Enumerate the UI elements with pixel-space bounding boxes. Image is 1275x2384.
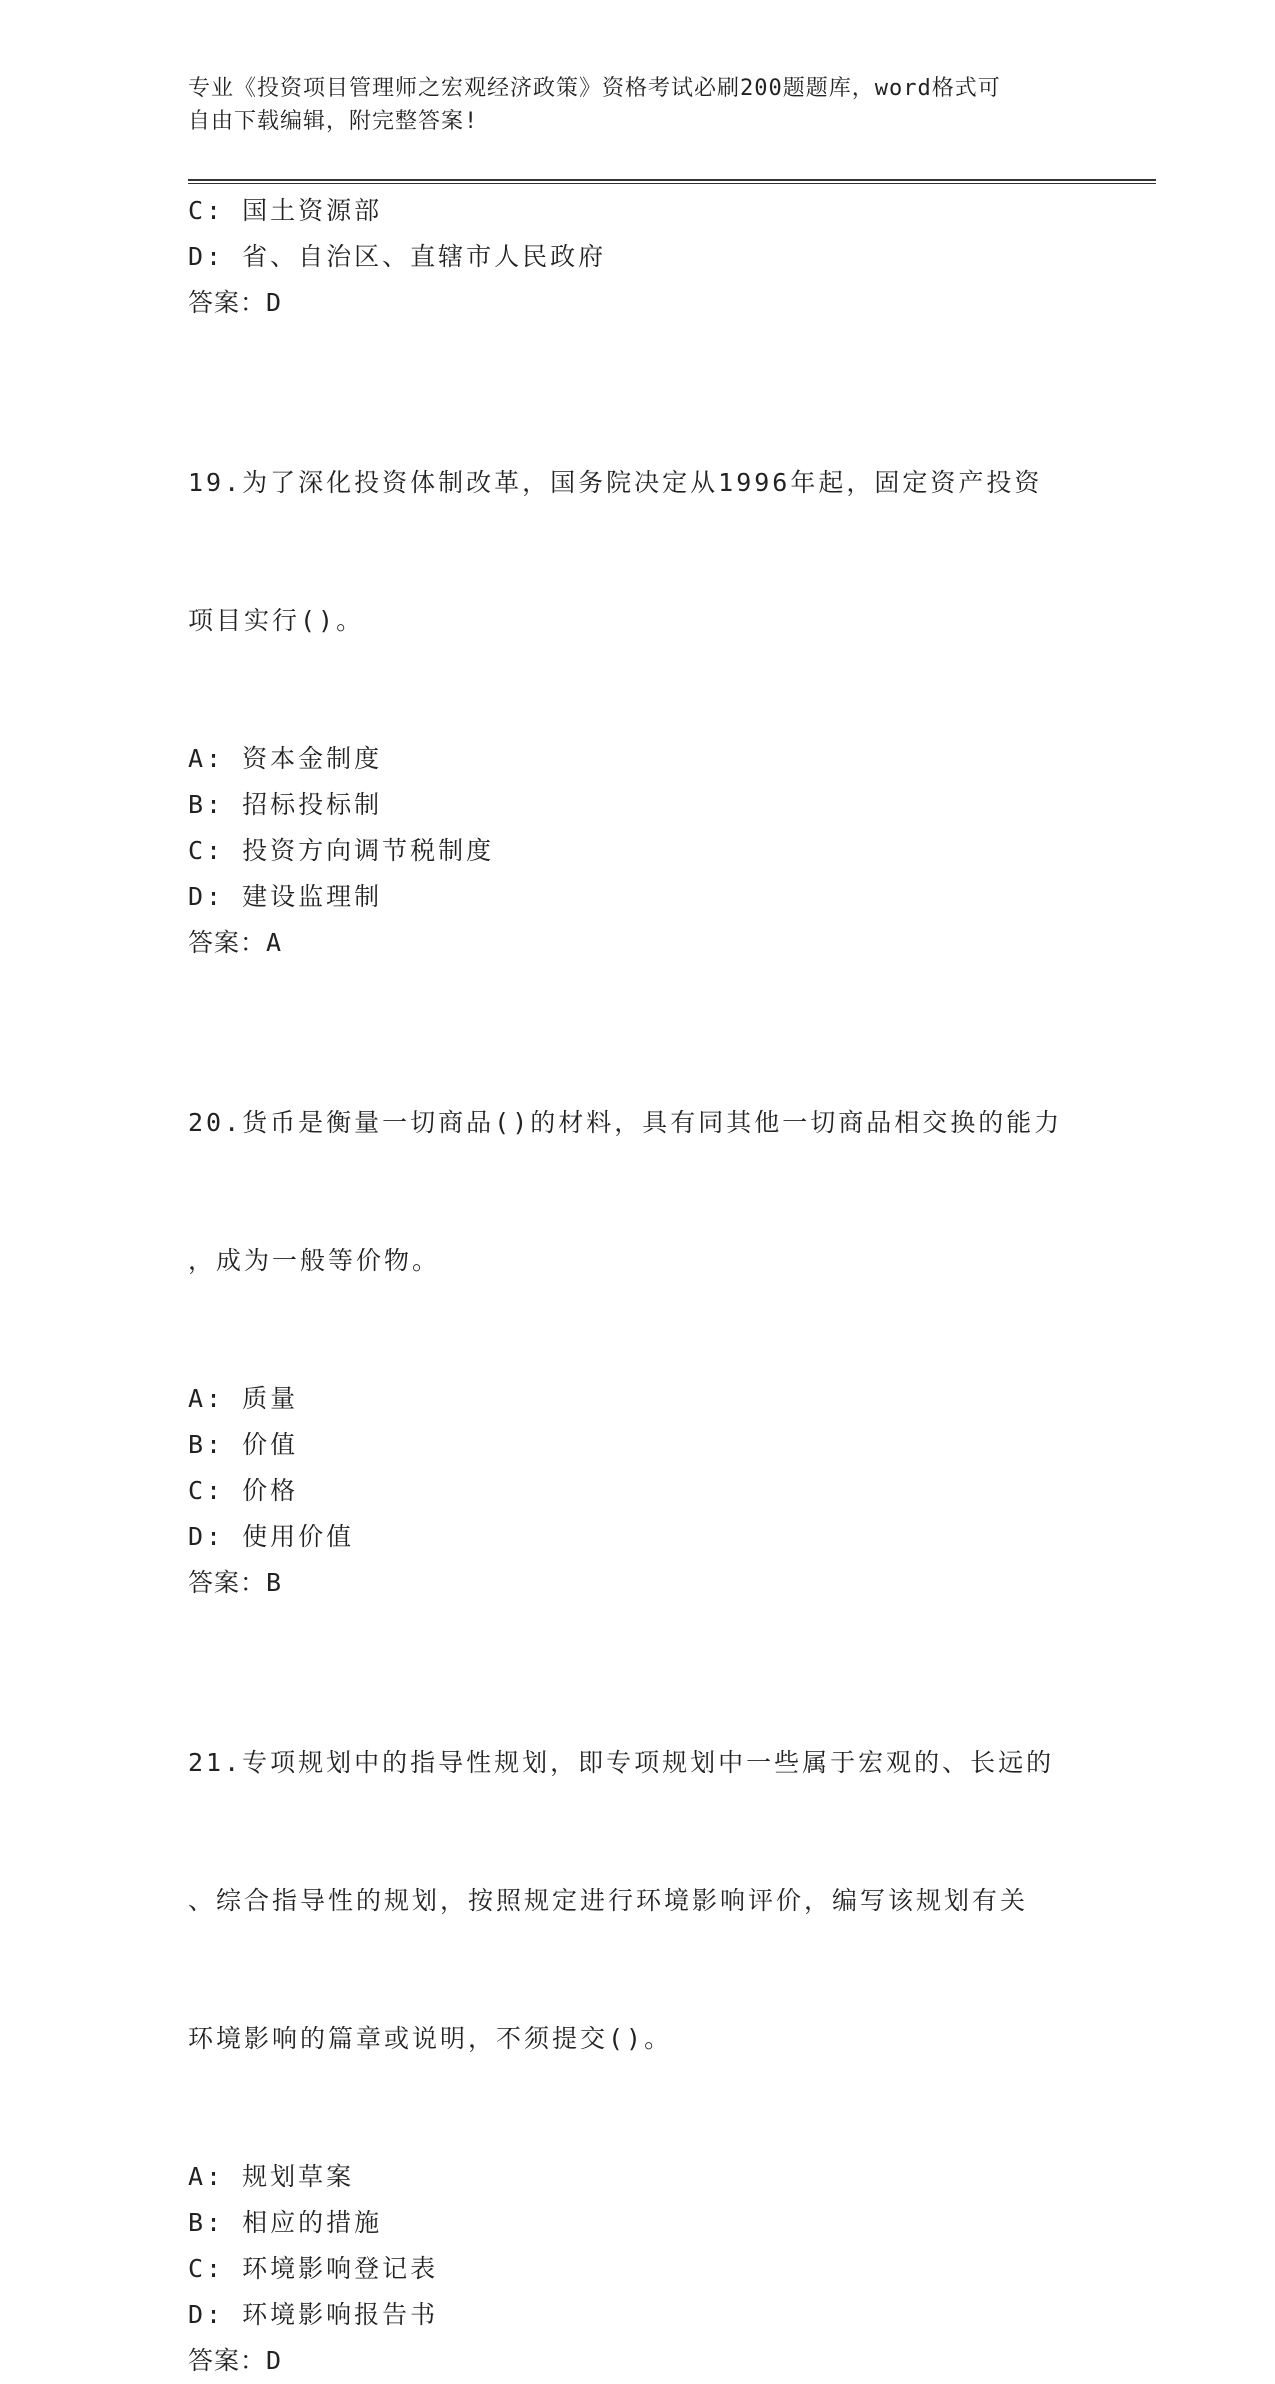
- option-a: A: 资本金制度: [188, 744, 383, 773]
- question-text-line: 19.为了深化投资体制改革，国务院决定从1996年起，固定资产投资: [188, 468, 1043, 497]
- question-content: [188, 188, 1088, 2384]
- option-a: A: 规划草案: [188, 2162, 355, 2191]
- option-b: B: 招标投标制: [188, 790, 383, 819]
- option-a: A: 质量: [188, 1384, 299, 1413]
- question-20: [188, 1008, 1088, 1606]
- option-d: D: 省、自治区、直辖市人民政府: [188, 242, 607, 271]
- answer-line: 答案：D: [188, 288, 283, 317]
- option-c: C: 环境影响登记表: [188, 2254, 439, 2283]
- option-c: C: 国土资源部: [188, 196, 383, 225]
- answer-line: 答案：D: [188, 2346, 283, 2375]
- question-text-line: 20.货币是衡量一切商品()的材料，具有同其他一切商品相交换的能力: [188, 1108, 1063, 1137]
- question-text-line: ，成为一般等价物。: [188, 1246, 441, 1275]
- question-text: [188, 1008, 1088, 1376]
- option-d: D: 建设监理制: [188, 882, 383, 911]
- question-text-line: 21.专项规划中的指导性规划，即专项规划中一些属于宏观的、长远的: [188, 1748, 1055, 1777]
- option-d: D: 使用价值: [188, 1522, 355, 1551]
- header-line-1: 专业《投资项目管理师之宏观经济政策》资格考试必刷200题题库，word格式可: [188, 76, 1001, 101]
- carryover-block: [188, 188, 1088, 326]
- question-text: [188, 1648, 1088, 2154]
- option-c: C: 投资方向调节税制度: [188, 836, 495, 865]
- option-d: D: 环境影响报告书: [188, 2300, 439, 2329]
- question-19: [188, 368, 1088, 966]
- option-b: B: 相应的措施: [188, 2208, 383, 2237]
- answer-line: 答案：A: [188, 928, 283, 957]
- question-21: [188, 1648, 1088, 2384]
- question-text: [188, 368, 1088, 736]
- answer-line: 答案：B: [188, 1568, 283, 1597]
- question-text-line: 、综合指导性的规划，按照规定进行环境影响评价，编写该规划有关: [188, 1886, 1029, 1915]
- question-text-line: 项目实行()。: [188, 606, 365, 635]
- question-text-line: 环境影响的篇章或说明，不须提交()。: [188, 2024, 673, 2053]
- header-line-2: 自由下载编辑，附完整答案!: [188, 109, 479, 134]
- option-c: C: 价格: [188, 1476, 299, 1505]
- page-header: [188, 72, 1088, 138]
- header-divider: [188, 179, 1156, 184]
- option-b: B: 价值: [188, 1430, 299, 1459]
